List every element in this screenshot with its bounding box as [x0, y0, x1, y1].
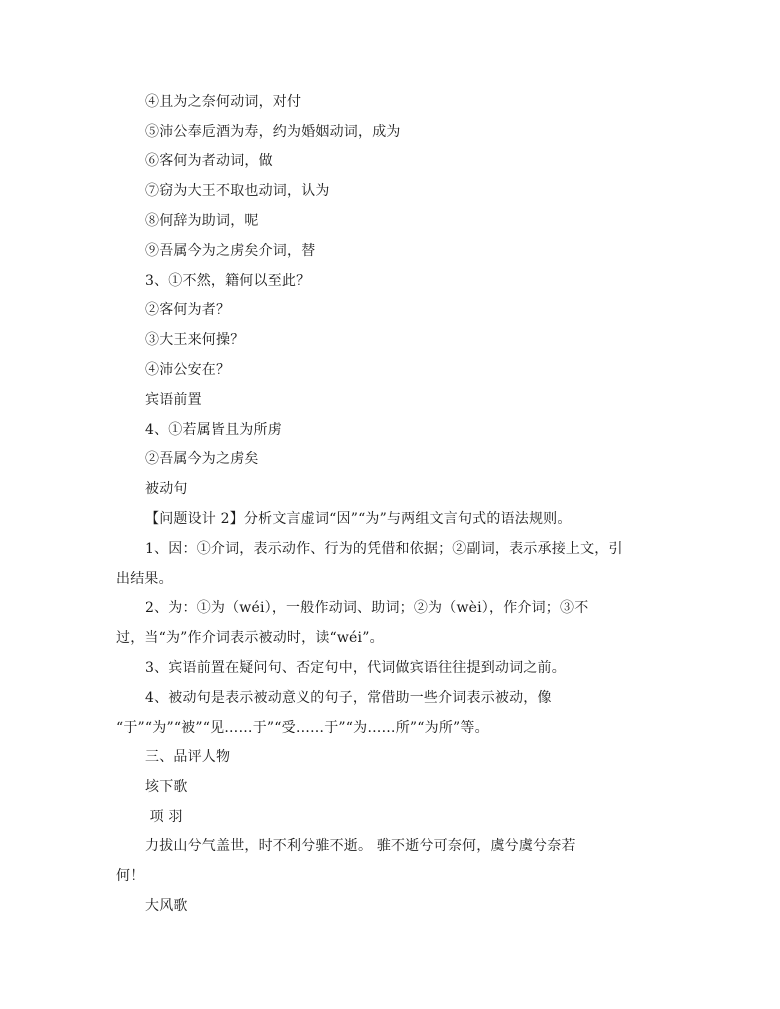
poem-author: 项 羽: [145, 809, 183, 825]
text-line: ②吾属今为之虏矣: [145, 451, 259, 467]
paragraph-line: “于”“为”“被”“见……于”“受……于”“为……所”“为所”等。: [116, 720, 489, 736]
paragraph-line: 1、因：①介词，表示动作、行为的凭借和依据；②副词，表示承接上文，引: [145, 541, 623, 557]
section-label: 被动句: [145, 481, 188, 497]
section-label: 宾语前置: [145, 392, 202, 408]
paragraph-line: 出结果。: [116, 571, 173, 587]
paragraph-line: 4、被动句是表示被动意义的句子，常借助一些介词表示被动，像: [145, 690, 552, 706]
poem-title: 大风歌: [145, 898, 188, 914]
text-line: ③大王来何操？: [145, 332, 245, 348]
text-line: ④且为之奈何动词，对付: [145, 94, 302, 110]
poem-line: 力拔山兮气盖世，时不利兮骓不逝。 骓不逝兮可奈何，虞兮虞兮奈若: [145, 838, 576, 854]
text-line: ⑧何辞为助词，呢: [145, 213, 259, 229]
paragraph-line: 3、宾语前置在疑问句、否定句中，代词做宾语往往提到动词之前。: [145, 660, 566, 676]
paragraph-line: 过，当“为”作介词表示被动时，读“wéi”。: [116, 630, 384, 646]
text-line: ⑦窃为大王不取也动词，认为: [145, 183, 330, 199]
section-heading: 三、品评人物: [145, 749, 231, 765]
text-line: ⑥客何为者动词，做: [145, 153, 273, 169]
poem-title: 垓下歌: [145, 779, 188, 795]
text-line: ②客何为者？: [145, 302, 231, 318]
text-line: ⑨吾属今为之虏矣介词，替: [145, 243, 316, 259]
text-line: ⑤沛公奉卮酒为寿，约为婚姻动词，成为: [145, 124, 401, 140]
paragraph-line: 2、为：①为（wéi），一般作动词、助词；②为（wèi），作介词；③不: [145, 600, 589, 616]
poem-line: 何！: [116, 868, 145, 884]
text-line: 3、①不然，籍何以至此？: [145, 273, 311, 289]
question-heading: 【问题设计 2】分析文言虚词“因”“为”与两组文言句式的语法规则。: [145, 511, 572, 527]
text-line: 4、①若属皆且为所虏: [145, 422, 282, 438]
text-line: ④沛公安在？: [145, 362, 231, 378]
